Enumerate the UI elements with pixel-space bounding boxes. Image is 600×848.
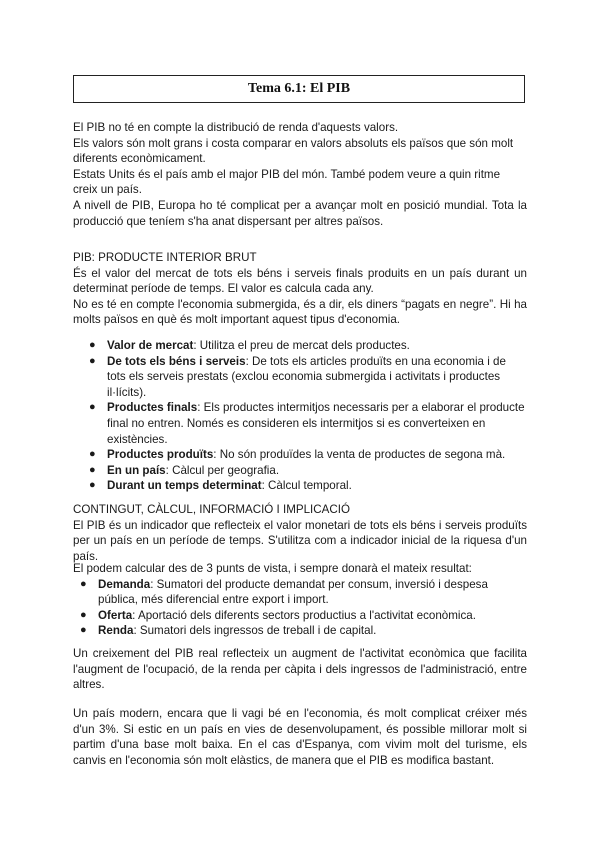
list-item: ● De tots els béns i serveis: De tots els articles produïts en una economia i de tots els serveis prestats (exclou economia submergida i activitats i productes il·lícits). bbox=[89, 354, 506, 399]
list-item: ● Oferta: Aportació dels diferents sectors productius a l'activitat econòmica. bbox=[80, 608, 476, 622]
list-item: ● Renda: Sumatori dels ingressos de treball i de capital. bbox=[80, 624, 377, 638]
contingut-para-1: El PIB és un indicador que reflecteix el valor monetari de tots els béns i serveis produïts per un país en un període de temps. S'utilitza com a indicador inicial de la riquesa d'un país. bbox=[73, 518, 527, 563]
contingut-bullet-list bbox=[73, 577, 527, 639]
contingut-section bbox=[73, 502, 527, 564]
bullet-dot-icon: ● bbox=[89, 463, 96, 476]
contingut-heading: CONTINGUT, CÀLCUL, INFORMACIÓ I IMPLICACIÓ bbox=[73, 503, 350, 516]
list-item: ● Valor de mercat: Utilitza el preu de mercat dels productes. bbox=[89, 339, 410, 352]
pib-bullet-list bbox=[73, 338, 527, 494]
bullet-dot-icon: ● bbox=[89, 448, 96, 461]
bullet-dot-icon: ● bbox=[89, 401, 96, 414]
bullet-dot-icon: ● bbox=[89, 479, 96, 492]
list-item: ● Durant un temps determinat: Càlcul temporal. bbox=[89, 479, 352, 493]
pib-section bbox=[73, 250, 527, 328]
pib-para-1: És el valor del mercat de tots els béns i serveis finals produits en un país durant un determinat període de temps. El valor es calcula cada any. bbox=[73, 266, 527, 296]
contingut-para-3-block bbox=[73, 646, 527, 693]
contingut-para-3: Un creixement del PIB real reflecteix un augment de l'activitat econòmica que facilita l'augment de l'ocupació, de la renda per càpita i dels ingressos de l'administració, entre altres. bbox=[73, 647, 527, 692]
intro-line-1: El PIB no té en compte la distribució de renda d'aquests valors. bbox=[73, 121, 399, 134]
list-item: ● Productes produïts: No són produïdes la venta de productes de segona mà. bbox=[89, 448, 506, 462]
page-title: Tema 6.1: El PIB bbox=[247, 81, 351, 97]
bullet-dot-icon: ● bbox=[80, 577, 87, 590]
intro-line-2: Els valors són molt grans i costa comparar en valors absoluts els països que són molt diferents econòmicament. bbox=[73, 136, 514, 166]
intro-line-4: A nivell de PIB, Europa ho té complicat per a avançar molt en posició mundial. Tota la producció que teníem s'ha anat dispersant per altres països. bbox=[73, 198, 527, 228]
list-item: ● En un país: Càlcul per geografia. bbox=[89, 463, 280, 477]
bullet-dot-icon: ● bbox=[89, 339, 96, 351]
list-item: ● Demanda: Sumatori del producte demandat per consum, inversió i despesa pública, més diferencial entre export i import. bbox=[80, 577, 488, 607]
bullet-dot-icon: ● bbox=[89, 354, 96, 367]
bullet-dot-icon: ● bbox=[80, 608, 87, 621]
title-box bbox=[73, 75, 525, 103]
bullet-dot-icon: ● bbox=[80, 624, 87, 637]
contingut-para-4-block bbox=[73, 706, 527, 768]
contingut-calc-block bbox=[73, 561, 527, 639]
pib-heading: PIB: PRODUCTE INTERIOR BRUT bbox=[73, 251, 257, 264]
list-item: ● Productes finals: Els productes intermitjos necessaris per a elaborar el producte final no entren. Només es consideren els intermitjos si es converteixen en existències. bbox=[89, 401, 525, 446]
pib-bullets-block bbox=[73, 338, 527, 494]
contingut-para-4: Un país modern, encara que li vagi bé en l'economia, és molt complicat créixer més d'un 3%. Si estic en un país en vies de desenvolupament, és possible millorar molt si partim d'una base molt baixa. En el cas d'Espanya, com vivim molt del turisme, els canvis en l'economia són molt elàstics, de manera que el PIB es modifica bastant. bbox=[73, 707, 527, 767]
intro-line-3: Estats Units és el país amb el major PIB del món. També podem veure a quin ritme creix un país. bbox=[73, 167, 501, 197]
contingut-para-2: El podem calcular des de 3 punts de vista, i sempre donarà el mateix resultat: bbox=[73, 562, 472, 575]
intro-block bbox=[73, 120, 527, 229]
pib-para-2: No es té en compte l'economia submergida, és a dir, els diners “pagats en negre”. Hi ha molts països en què és molt important aquest tipus d'economia. bbox=[73, 297, 527, 327]
